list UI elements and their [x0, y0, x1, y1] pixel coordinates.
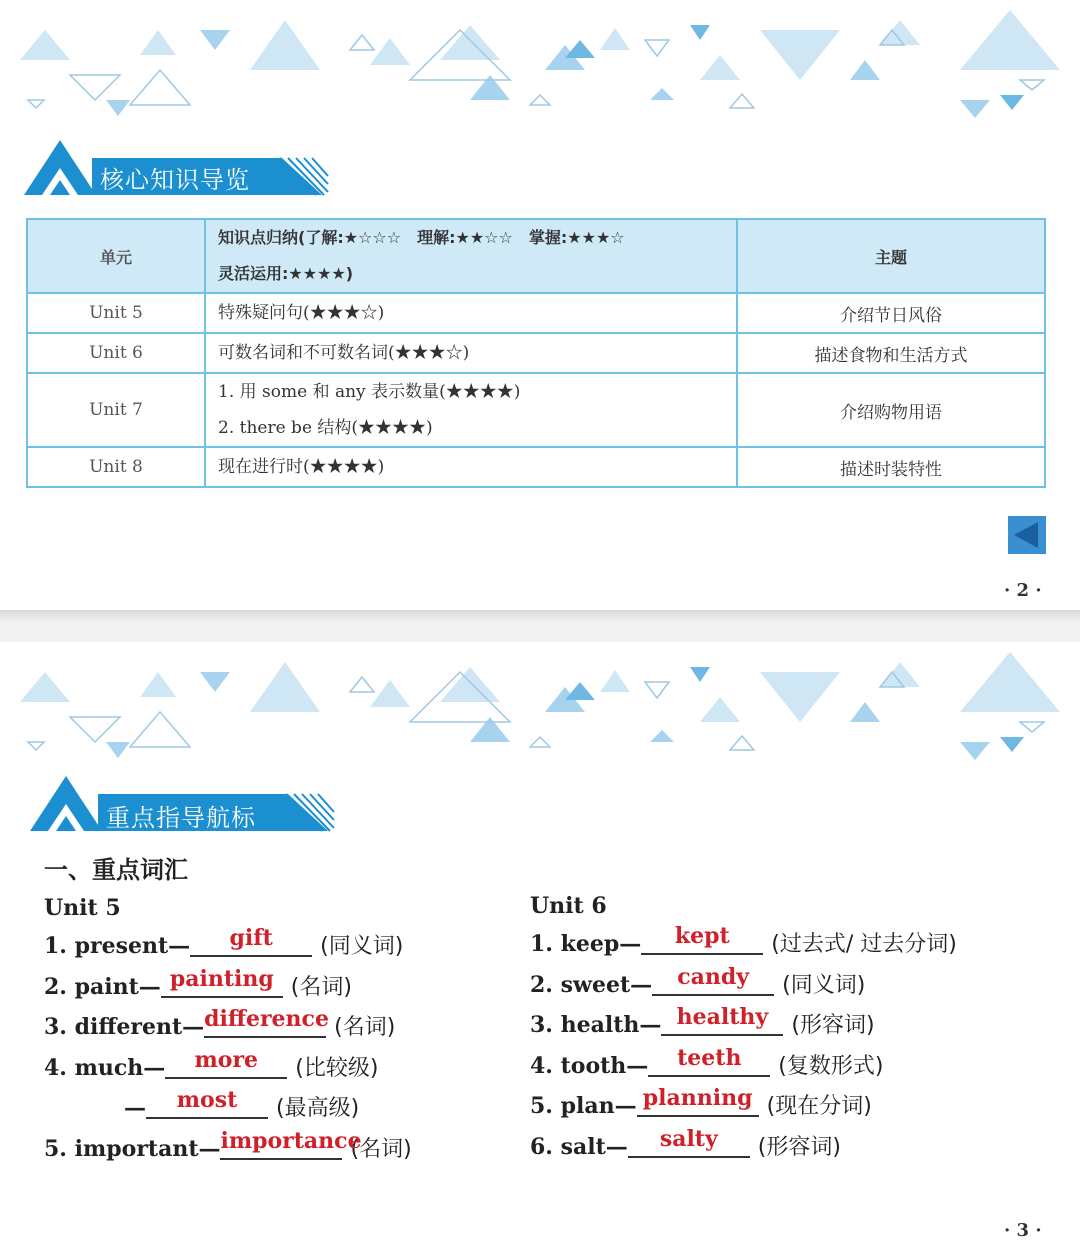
row-points: 可数名词和不可数名词(★★★☆) — [205, 333, 737, 373]
vocab-item — [44, 1048, 412, 1089]
vocab-note: (形容词) — [791, 1013, 875, 1038]
vocab-prefix: 5. important— — [44, 1135, 221, 1162]
header-points-line1: 知识点归纳(了解:★☆☆☆ 理解:★★☆☆ 掌握:★★★☆ — [218, 228, 625, 247]
page-2 — [0, 0, 1080, 610]
answer-blank — [165, 1046, 287, 1079]
row-topic: 介绍购物用语 — [737, 373, 1045, 447]
vocab-item — [530, 1086, 957, 1127]
vocab-prefix: 6. salt— — [530, 1133, 628, 1160]
answer-text: healthy — [676, 1004, 769, 1030]
vocab-note: (最高级) — [276, 1096, 360, 1121]
row-unit: Unit 8 — [27, 447, 205, 487]
triangle-pattern-decoration — [0, 0, 1080, 130]
table-header-row — [27, 219, 1045, 293]
row-unit: Unit 6 — [27, 333, 205, 373]
vocab-item — [530, 965, 957, 1006]
vocab-note: (现在分词) — [766, 1094, 872, 1119]
answer-text: candy — [677, 963, 750, 990]
answer-text: planning — [642, 1085, 753, 1111]
row-unit: Unit 5 — [27, 293, 205, 333]
answer-blank — [161, 965, 283, 998]
answer-blank — [648, 1044, 770, 1077]
vocab-prefix: 5. plan— — [530, 1093, 637, 1119]
answer-text: kept — [674, 923, 730, 949]
header-topic: 主题 — [737, 219, 1045, 293]
answer-blank — [204, 1006, 329, 1038]
vocab-item — [530, 1046, 957, 1087]
section-title: 一、重点词汇 — [44, 856, 188, 884]
vocab-note: (同义词) — [320, 934, 404, 959]
answer-blank — [146, 1089, 268, 1119]
vocab-item — [530, 1127, 957, 1168]
row-point-item: 2. there be 结构(★★★★) — [218, 418, 433, 438]
vocab-prefix: 2. paint— — [44, 973, 161, 1000]
table-row — [27, 293, 1045, 333]
vocab-prefix: 4. much— — [44, 1054, 166, 1081]
page-separator — [0, 610, 1080, 642]
answer-blank — [661, 1006, 783, 1036]
row-unit: Unit 7 — [27, 373, 205, 447]
table-row — [27, 447, 1045, 487]
vocab-note: (名词) — [290, 974, 352, 1000]
unit5-column — [44, 890, 412, 1169]
vocab-prefix: 4. tooth— — [530, 1052, 649, 1079]
row-point-item: 1. 用 some 和 any 表示数量(★★★★) — [218, 382, 521, 402]
banner-title: 核心知识导览 — [100, 166, 250, 194]
unit-title: Unit 6 — [530, 893, 607, 919]
answer-blank — [652, 963, 774, 996]
header-points — [205, 219, 737, 293]
unit6-column — [530, 888, 957, 1167]
vocab-note: (同义词) — [782, 972, 866, 998]
page-3 — [0, 642, 1080, 1242]
vocab-note: (名词) — [350, 1136, 412, 1162]
vocab-item — [44, 926, 412, 967]
page-number: · 3 · — [1004, 1220, 1042, 1241]
vocab-note: (过去式/ 过去分词) — [771, 932, 957, 957]
answer-text: importance — [220, 1127, 362, 1154]
table-row — [27, 333, 1045, 373]
vocab-prefix: 3. different— — [44, 1014, 205, 1040]
knowledge-overview-table — [26, 218, 1046, 488]
row-points: 特殊疑问句(★★★☆) — [205, 293, 737, 333]
answer-text: more — [194, 1046, 259, 1073]
answer-blank — [628, 1125, 750, 1158]
vocab-item — [44, 967, 412, 1008]
answer-text: salty — [659, 1125, 718, 1152]
row-points: 现在进行时(★★★★) — [205, 447, 737, 487]
triangle-pattern-decoration — [0, 642, 1080, 772]
row-topic: 描述时装特性 — [737, 447, 1045, 487]
vocab-note: (比较级) — [295, 1055, 379, 1081]
answer-blank — [220, 1127, 362, 1160]
back-arrow-icon — [1008, 516, 1046, 554]
vocab-item — [44, 1007, 412, 1048]
answer-text: gift — [229, 925, 273, 951]
vocab-prefix: 1. keep— — [530, 931, 642, 957]
vocab-prefix: 3. health— — [530, 1012, 662, 1038]
vocab-prefix: — — [124, 1095, 146, 1121]
vocab-note: (名词) — [334, 1015, 396, 1040]
vocab-prefix: 2. sweet— — [530, 971, 653, 998]
row-points — [205, 373, 737, 447]
vocab-item — [530, 924, 957, 965]
answer-text: most — [176, 1087, 238, 1113]
vocab-note: (复数形式) — [778, 1053, 884, 1079]
answer-blank — [190, 927, 312, 957]
banner-title: 重点指导航标 — [106, 804, 256, 832]
header-unit: 单元 — [27, 219, 205, 293]
row-topic: 描述食物和生活方式 — [737, 333, 1045, 373]
section-banner — [28, 776, 338, 836]
vocab-item — [44, 1129, 412, 1170]
row-topic: 介绍节日风俗 — [737, 293, 1045, 333]
table-row — [27, 373, 1045, 447]
header-points-line2: 灵活运用:★★★★) — [218, 264, 354, 283]
answer-text: teeth — [677, 1044, 742, 1071]
answer-blank — [637, 1087, 759, 1117]
vocab-item — [44, 1088, 412, 1129]
vocab-item — [530, 1005, 957, 1046]
answer-text: difference — [204, 1006, 329, 1032]
unit-title: Unit 5 — [44, 895, 121, 921]
page-number: · 2 · — [1004, 580, 1042, 601]
answer-blank — [641, 925, 763, 955]
back-button[interactable] — [1008, 516, 1046, 554]
vocab-prefix: 1. present— — [44, 933, 191, 959]
answer-text: painting — [169, 965, 274, 992]
vocab-note: (形容词) — [757, 1134, 841, 1160]
section-banner — [22, 140, 332, 200]
